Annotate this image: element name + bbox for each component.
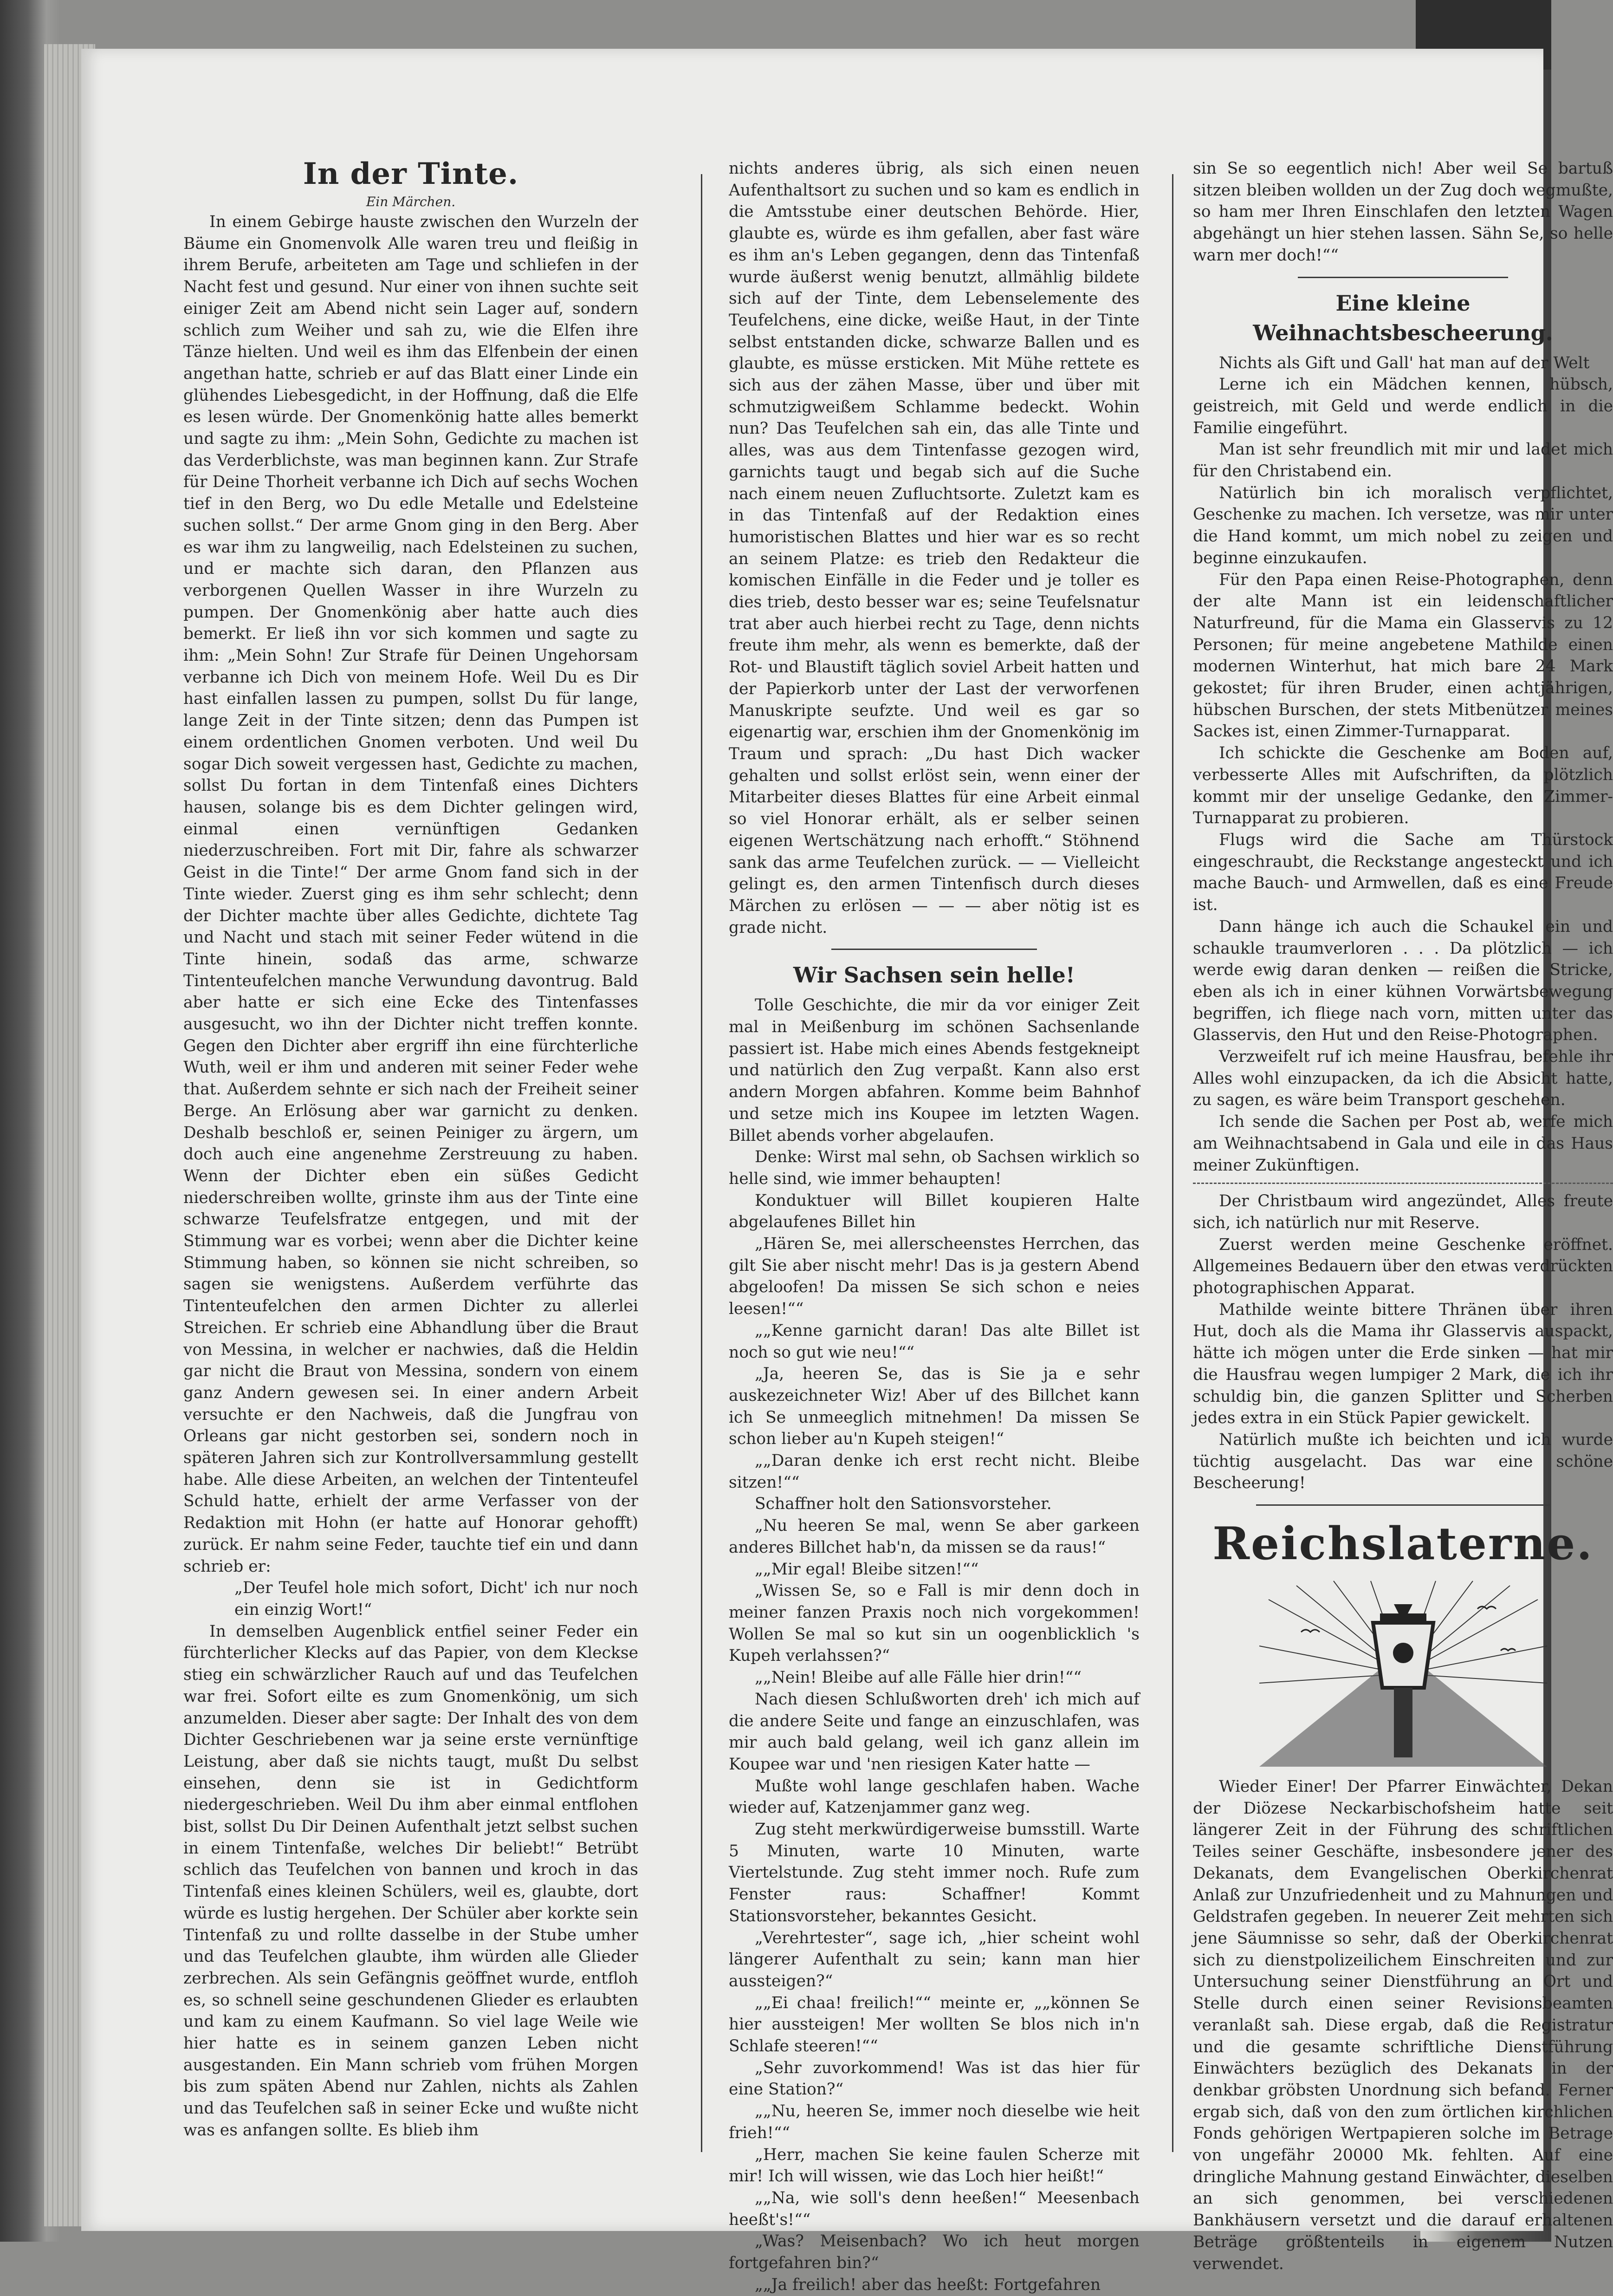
paragraph: „Nu heeren Se mal, wenn Se aber garkeen anderes Billchet hab'n, da missen se da raus!“ <box>729 1516 1140 1557</box>
paragraph: Natürlich bin ich moralisch verpflichtet, Geschenke zu machen. Ich versetze, was mir unter die Hand kommt, um mich nobel zu zeigen und beginne einzukaufen. <box>1193 483 1613 567</box>
column-divider <box>701 174 702 2152</box>
paragraph: nichts anderes übrig, als sich einen neuen Aufenthaltsort zu suchen und so kam es endlich in die Amtsstube einer deutschen Behörde. Hier, glaubte es, würde es ihm gefallen, aber fast wäre es ihm an's Leben gegangen, denn das Tintenfaß wurde äußerst wenig benutzt, allmählig bildete sich auf der Tinte, dem Lebenselemente des Teufelchens, eine dicke, weiße Haut, in der Tinte selbst entstanden dicke, schwarze Ballen und es glaubte, es müsse ersticken. Mit Mühe rettete es sich aus der zähen Masse, über und über mit schmutzigweißem Schlamme bedeckt. Wohin nun? Das Teufelchen sah ein, das alle Tinte und alles, was aus dem Tintenfasse gezogen wird, garnichts taugt und begab sich auf die Suche nach einem neuen Zufluchtsorte. Zuletzt kam es in das Tintenfaß auf der Redaktion eines humoristischen Blattes und hier war es so recht an seinem Platze: es trieb den Redakteur die komischen Einfälle in die Feder und je toller es dies trieb, desto besser war es; seine Teufelsnatur trat aber auch hierbei recht zu Tage, denn nichts freute ihm mehr, als wenn es bemerkte, daß der Rot- und Blaustift täglich soviel Arbeit hatten und der Papierkorb unter der Last der verworfenen Manuskripte seufzte. Und weil es gar so eigenartig war, erschien ihm der Gnomenkönig im Traum und sprach: „Du hast Dich wacker gehalten und sollst erlöst sein, wenn einer der Mitarbeiter dieses Blattes für eine Arbeit einmal so viel Honorar erhält, als er selber seinen eigenen Wertschätzung nach erhofft.“ Stöhnend sank das arme Teufelchen zurück. — — Vielleicht gelingt es, den armen Tintenfisch durch dieses Märchen zu erlösen — — — aber nötig ist es grade nicht. <box>729 159 1140 937</box>
paragraph: Für den Papa einen Reise-Photographen, denn der alte Mann ist ein leidenschaftlicher Naturfreund, für die Mama ein Glasservis zu 12 Personen; für meine angebetene Mathilde einen modernen Winterhut, hat mich bare 24 Mark gekostet; für ihren Bruder, einen achtjährigen, hübschen Burschen, der stets Mitbenützer meines Sackes ist, einen Zimmer-Turnapparat. <box>1193 570 1613 741</box>
dotted-divider <box>1193 1183 1613 1184</box>
paragraph: In einem Gebirge hauste zwischen den Wurzeln der Bäume ein Gnomenvolk Alle waren treu und fleißig in ihrem Berufe, arbeiteten am Tage und schliefen in der Nacht fest und gesund. Nur einer von ihnen suchte seit einiger Zeit am Abend nicht sein Lager auf, sondern schlich zum Weiher und sah zu, wie die Elfen ihre Tänze hielten. Und weil es ihm das Elfenbein der einen angethan hatte, schrieb er auf das Blatt einer Linde ein glühendes Liebesgedicht, in der Hoffnung, daß die Elfe es lesen würde. Der Gnomenkönig hatte alles bemerkt und sagte zu ihm: „Mein Sohn, Gedichte zu machen ist das Verderblichste, was man beginnen kann. Zur Strafe für Deine Thorheit verbanne ich Dich auf sechs Wochen tief in den Berg, wo Du edle Metalle und Edelsteine suchen sollst.“ Der arme Gnom ging in den Berg. Aber es war ihm zu langweilig, nach Edelsteinen zu suchen, und er machte sich daran, den Pflanzen aus verborgenen Quellen Wasser in ihre Wurzeln zu pumpen. Der Gnomenkönig aber hatte auch dies bemerkt. Er ließ ihn vor sich kommen und sagte zu ihm: „Mein Sohn! Zur Strafe für Deinen Ungehorsam verbanne ich Dich von meinem Hofe. Weil Du es Dir hast einfallen lassen zu pumpen, sollst Du für lange, lange Zeit in der Tinte sitzen; denn das Pumpen ist einem ordentlichen Gnomen verboten. Und weil Du sogar Dich soweit vergessen hast, Gedichte zu machen, sollst Du fortan in dem Tintenfaß eines Dichters hausen, solange bis es dem Dichter gelingen wird, einmal einen vernünftigen Gedanken niederzuschreiben. Fort mit Dir, fahre als schwarzer Geist in die Tinte!“ Der arme Gnom fand sich in der Tinte wieder. Zuerst ging es ihm sehr schlecht; denn der Dichter machte über alles Gedichte, dichtete Tag und Nacht und stach mit seiner Feder wütend in die Tinte hinein, sodaß das arme, schwarze Tintenteufelchen manche Verwundung davontrug. Bald aber hatte er sich eine Ecke des Tintenfasses ausgesucht, wo ihn der Dichter nicht treffen konnte. Gegen den Dichter aber ergriff ihn eine fürchterliche Wuth, weil er ihm und anderen mit seiner Feder wehe that. Außerdem sehnte er sich nach der Freiheit seiner Berge. An Erlösung aber war garnicht zu denken. Deshalb beschloß er, seinen Peiniger zu ärgern, um doch auch eine angenehme Zerstreuung zu haben. Wenn der Dichter eben ein süßes Gedicht niederschreiben wollte, grinste ihm aus der Tinte eine schwarze Teufelsfratze entgegen, und mit der Stimmung war es vorbei; wenn aber die Dichter keine Stimmung haben, so können sie nicht schreiben, so sagen sie wenigstens. Außerdem verführte das Tintenteufelchen den armen Dichter zu allerlei Streichen. Er schrieb eine Abhandlung über die Braut von Messina, in welcher er nachwies, daß die Heldin gar nicht die Braut von Messina, sondern von einem ganz Andern gewesen sei. In einer andern Arbeit versuchte er den Nachweis, daß die Jungfrau von Orleans gar nicht gestorben sei, sondern noch in späteren Jahren sich zur Kontrollversammlung gestellt habe. Alle diese Arbeiten, an welchen der Tintenteufel Schuld hatte, erhielt der arme Verfasser von der Redaktion mit Hohn (er hatte auf Honorar gehofft) zurück. Er nahm seine Feder, tauchte tief ein und dann schrieb er: <box>183 213 638 1576</box>
paragraph: „„Kenne garnicht daran! Das alte Billet ist noch so gut wie neu!““ <box>729 1321 1140 1362</box>
paragraph: Schaffner holt den Sationsvorsteher. <box>755 1495 1052 1514</box>
paragraph: „Sehr zuvorkommend! Was ist das hier für eine Station?“ <box>729 2058 1140 2099</box>
paragraph: „Verehrtester“, sage ich, „hier scheint wohl längerer Aufenthalt zu sein; kann man hier aussteigen?“ <box>729 1928 1140 1990</box>
paragraph: Verzweifelt ruf ich meine Hausfrau, befehle ihr Alles wohl einzupacken, da ich die Absicht hatte, zu sagen, es wäre beim Transport geschehen. <box>1193 1047 1613 1110</box>
paragraph: Flugs wird die Sache am Thürstock eingeschraubt, die Reckstange angesteckt und ich mache Bauch- und Armwellen, daß es eine Freude ist. <box>1193 830 1613 915</box>
paragraph: Lerne ich ein Mädchen kennen, hübsch, geistreich, mit Geld und werde endlich in die Familie eingeführt. <box>1193 375 1613 437</box>
paragraph: Der Christbaum wird angezündet, Alles freute sich, ich natürlich nur mit Reserve. <box>1193 1192 1613 1232</box>
section-divider <box>1256 1504 1550 1506</box>
paragraph: Zuerst werden meine Geschenke eröffnet. Allgemeines Bedauern über den etwas verdrückten photographischen Apparat. <box>1193 1235 1613 1298</box>
paragraph: „„Mir egal! Bleibe sitzen!““ <box>755 1560 979 1579</box>
paragraph: Konduktuer will Billet koupieren Halte abgelaufenes Billet hin <box>729 1191 1140 1232</box>
paragraph: Nach diesen Schlußworten dreh' ich mich auf die andere Seite und fange an einzuschlafen, was mir auch bald gelang, weil ich ganz allein im Koupee war und 'nen riesigen Kater hatte — <box>729 1690 1140 1774</box>
section-title: Reichslaterne. <box>1212 1517 1594 1570</box>
column-3 <box>1193 158 1613 2275</box>
paragraph: sin Se so eegentlich nich! Aber weil Se bartuß sitzen bleiben wollden un der Zug doch wegmußte, so ham mer Ihren Einschlafen den letzten Wagen abgehängt un hier stehen lassen. Sähn Se, so helle warn mer doch!““ <box>1193 159 1613 265</box>
paragraph: In demselben Augenblick entfiel seiner Feder ein fürchterlicher Klecks auf das Papier, von dem Kleckse stieg ein schwärzlicher Rauch auf und das Teufelchen war frei. Sofort eilte es zum Gnomenkönig, um sich anzumelden. Dieser aber sagte: Der Inhalt des von dem Dichter Geschriebenen war ja seine erste vernünftige Leistung, aber daß sie nichts taugt, mußt Du selbst einsehen, denn sie ist in Gedichtform niedergeschrieben. Weil Du ihm aber einmal entflohen bist, sollst Du Dir Deinen Aufenthalt jetzt selbst suchen in einem Tintenfaße, welches Dir beliebt!“ Betrübt schlich das Teufelchen von bannen und kroch in das Tintenfaß eines kleinen Schülers, weil es, glaubte, dort würde es lustig hergehen. Der Schüler aber korkte sein Tintenfaß zu und rollte dasselbe in der Stube umher und das Teufelchen glaubte, ihm würden alle Glieder zerbrechen. Als sein Gefängnis geöffnet wurde, entfloh es, so schnell seine geschundenen Glieder es erlaubten und kam zu einem Kaufmann. So viel lage Weile wie hier hatte es in seinem ganzen Leben nicht ausgestanden. Ein Mann schrieb vom frühen Morgen bis zum späten Abend nur Zahlen, nichts als Zahlen und das Teufelchen saß in seiner Ecke und wußte nicht was es anfangen sollte. Es blieb ihm <box>183 1622 638 2140</box>
paragraph: Man ist sehr freundlich mit mir und ladet mich für den Christabend ein. <box>1193 440 1613 481</box>
paragraph: Natürlich mußte ich beichten und ich wurde tüchtig ausgelacht. Das war eine schöne Bescheerung! <box>1193 1430 1613 1493</box>
paragraph: Mußte wohl lange geschlafen haben. Wache wieder auf, Katzenjammer ganz weg. <box>729 1776 1140 1817</box>
article-title: In der Tinte. <box>303 156 519 191</box>
paragraph: „„Nu, heeren Se, immer noch dieselbe wie heit frieh!““ <box>729 2102 1140 2142</box>
paragraph: „Ja, heeren Se, das is Sie ja e sehr auskezeichneter Wiz! Aber uf des Billchet kann ich Se unmeeglich mitnehmen! Da missen Se schon lieber au'n Kupeh steigen!“ <box>729 1365 1140 1449</box>
article-title: Eine kleine Weihnachtsbescheerung. <box>1253 290 1553 345</box>
column-divider <box>1172 174 1173 2152</box>
column-1 <box>183 156 638 2141</box>
paragraph: „„Daran denke ich erst recht nicht. Bleibe sitzen!““ <box>729 1451 1140 1492</box>
paragraph: Tolle Geschichte, die mir da vor einiger Zeit mal in Meißenburg im schönen Sachsenlande passiert ist. Habe mich eines Abends festgekneipt und natürlich den Zug verpaßt. Kann also erst andern Morgen abfahren. Komme beim Bahnhof und setze mich ins Koupee im letzten Wagen. Billet abends vorher abgelaufen. <box>729 996 1140 1145</box>
paragraph: Denke: Wirst mal sehn, ob Sachsen wirklich so helle sind, wie immer behaupten! <box>729 1148 1140 1188</box>
article-subtitle: Ein Märchen. <box>366 194 456 209</box>
paragraph: Wieder Einer! Der Pfarrer Einwächter, Dekan der Diözese Neckarbischofsheim hatte seit längerer Zeit in der Führung des schriftlichen Teiles seiner Geschäfte, insbesondere jener des Dekanats, dem Evangelischen Oberkirchenrat Anlaß zur Unzufriedenheit und zu Mahnungen und Geldstrafen gegeben. In neuerer Zeit mehrten sich jene Säumnisse so sehr, daß der Oberkirchenrat sich zu dienstpolizeilichem Einschreiten und zur Untersuchung seiner Dienstführung an Ort und Stelle durch einen seiner Revisionsbeamten veranlaßt sah. Diese ergab, daß die Registratur und die gesamte schriftliche Dienstführung Einwächters bezüglich des Dekanats in der denkbar gröbsten Unordnung sich befand. Ferner ergab sich, daß von den zum örtlichen kirchlichen Fonds gehörigen Wertpapieren solche im Betrage von ungefähr 20000 Mk. fehlten. Auf eine dringliche Mahnung gestand Einwächter, dieselben an sich genommen, bei verschiedenen Bankhäusern versetzt und die darauf erhaltenen Beträge größtenteils in eigenem Nutzen verwendet. <box>1193 1777 1613 2273</box>
newspaper-page <box>81 49 1613 2294</box>
section-divider <box>1298 277 1508 278</box>
paragraph: „Herr, machen Sie keine faulen Scherze mit mir! Ich will wissen, wie das Loch hier heißt!“ <box>729 2145 1140 2186</box>
paragraph: Ich sende die Sachen per Post ab, werfe mich am Weihnachtsabend in Gala und eile in das Haus meiner Zukünftigen. <box>1193 1112 1613 1175</box>
paragraph: Dann hänge ich auch die Schaukel ein und schaukle traumverloren . . . Da plötzlich — ich werde ewig daran denken — reißen die Stricke, eben als ich in einer kühnen Vorwärtsbewegung begriffen, ich fliege nach vorn, mitten unter das Glasservis, den Hut und den Reise-Photographen. <box>1193 917 1613 1045</box>
paragraph: „„Na, wie soll's denn heeßen!“ Meesenbach heeßt's!““ <box>729 2188 1140 2229</box>
column-2 <box>729 158 1140 2296</box>
paragraph: Zug steht merkwürdigerweise bumsstill. Warte 5 Minuten, warte 10 Minuten, warte Viertelstunde. Zug steht immer noch. Rufe zum Fenster raus: Schaffner! Kommt Stationsvorsteher, bekanntes Gesicht. <box>729 1820 1140 1925</box>
section-divider <box>831 949 1037 950</box>
paragraph: Ich schickte die Geschenke am Boden auf, verbesserte Alles mit Aufschriften, da plötzlich kommt mir der unselige Gedanke, den Zimmer-Turnapparat zu probieren. <box>1193 744 1613 828</box>
paragraph: „„Ei chaa! freilich!““ meinte er, „„können Se hier aussteigen! Mer wollten Se blos nich in'n Schlafe steeren!““ <box>729 1993 1140 2056</box>
paragraph: „Wissen Se, so e Fall is mir denn doch in meiner fanzen Praxis noch nich vorgekommen! Wollen Se mal so kut sin un oogenblicklich 's Kupeh verlahssen?“ <box>729 1581 1140 1665</box>
paragraph: Mathilde weinte bittere Thränen über ihren Hut, doch als die Mama ihr Glasservis auspackt, hätte ich mögen unter die Erde sinken — hat mir die Hausfrau wegen lumpiger 2 Mark, die ich ihr schuldig bin, die ganzen Splitter und Scherben jedes extra in ein Stück Papier gewickelt. <box>1193 1300 1613 1428</box>
verse: „Der Teufel hole mich sofort, Dicht' ich nur noch ein einzig Wort!“ <box>234 1579 638 1619</box>
paragraph: „Hären Se, mei allerscheenstes Herrchen, das gilt Sie aber nischt mehr! Das is ja gestern Abend abgeloofen! Da missen Se sich schon e neies leesen!““ <box>729 1235 1140 1319</box>
paragraph: „Was? Meisenbach? Wo ich heut morgen fortgefahren bin?“ <box>729 2232 1140 2273</box>
paragraph: Nichts als Gift und Gall' hat man auf der Welt <box>1219 353 1590 372</box>
paragraph: „„Nein! Bleibe auf alle Fälle hier drin!““ <box>755 1668 1082 1687</box>
paragraph: „„Ja freilich! aber das heeßt: Fortgefahren <box>755 2275 1101 2294</box>
article-title: Wir Sachsen sein helle! <box>793 963 1075 988</box>
lantern-illustration-icon <box>1259 1581 1547 1767</box>
